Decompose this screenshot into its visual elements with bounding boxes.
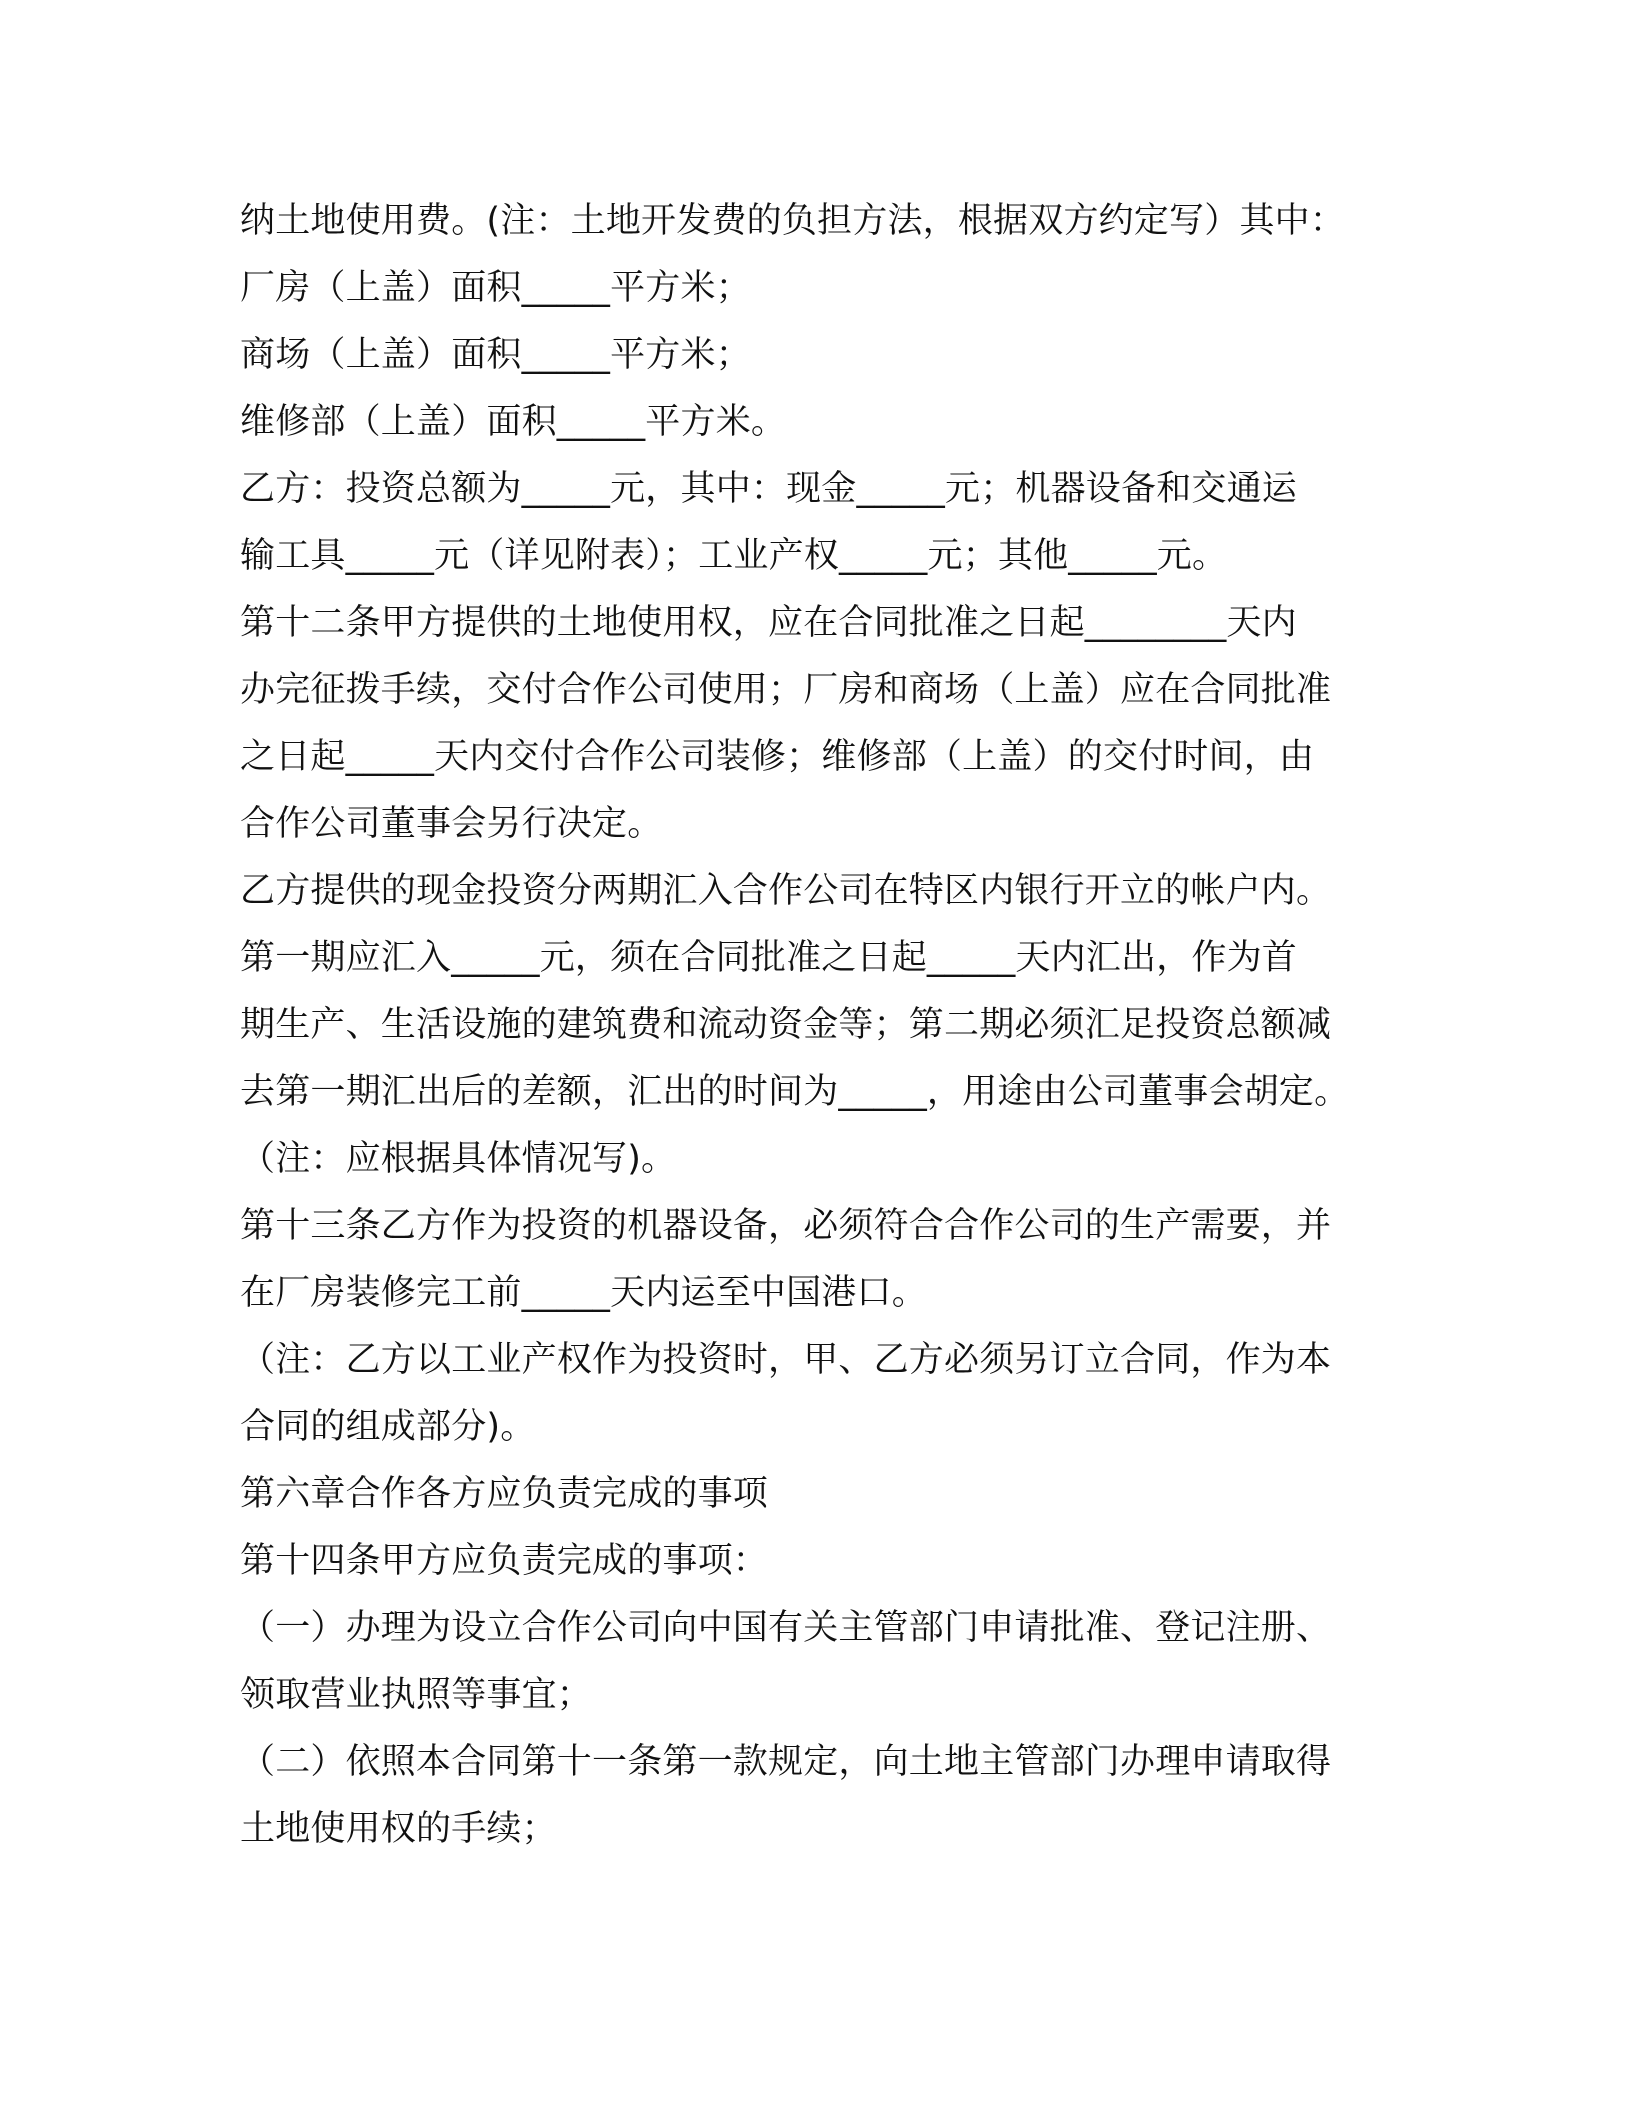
- text-line: 第一期应汇入_____元，须在合同批准之日起_____天内汇出，作为首: [240, 938, 1298, 978]
- text-line: 乙方：投资总额为_____元，其中：现金_____元；机器设备和交通运: [240, 469, 1298, 509]
- text-line: 纳土地使用费。(注：土地开发费的负担方法，根据双方约定写）其中：: [240, 201, 1346, 241]
- text-line: 在厂房装修完工前_____天内运至中国港口。: [240, 1273, 927, 1313]
- text-line: （注：乙方以工业产权作为投资时，甲、乙方必须另订立合同，作为本: [240, 1340, 1332, 1380]
- text-line: 期生产、生活设施的建筑费和流动资金等；第二期必须汇足投资总额减: [240, 1005, 1332, 1045]
- text-line: 商场（上盖）面积_____平方米；: [240, 335, 751, 375]
- text-line: 第十四条甲方应负责完成的事项：: [240, 1541, 769, 1581]
- text-line: 输工具_____元（详见附表）；工业产权_____元；其他_____元。: [240, 536, 1228, 576]
- text-line: 领取营业执照等事宜；: [240, 1675, 593, 1715]
- document-body: [240, 188, 1390, 1863]
- text-line: 合作公司董事会另行决定。: [240, 804, 663, 844]
- text-line: 厂房（上盖）面积_____平方米；: [240, 268, 751, 308]
- text-line: 土地使用权的手续；: [240, 1809, 557, 1849]
- text-line: 维修部（上盖）面积_____平方米。: [240, 402, 787, 442]
- text-line: （一）办理为设立合作公司向中国有关主管部门申请批准、登记注册、: [240, 1608, 1332, 1648]
- text-line: 去第一期汇出后的差额，汇出的时间为_____，用途由公司董事会胡定。: [240, 1072, 1350, 1112]
- text-line: 第十三条乙方作为投资的机器设备，必须符合合作公司的生产需要，并: [240, 1206, 1332, 1246]
- text-line: 办完征拨手续，交付合作公司使用；厂房和商场（上盖）应在合同批准: [240, 670, 1332, 710]
- text-line: 之日起_____天内交付合作公司装修；维修部（上盖）的交付时间，由: [240, 737, 1315, 777]
- text-line: 乙方提供的现金投资分两期汇入合作公司在特区内银行开立的帐户内。: [240, 871, 1332, 911]
- text-line: （注：应根据具体情况写)。: [240, 1139, 677, 1179]
- chapter-heading: 第六章合作各方应负责完成的事项: [240, 1474, 769, 1514]
- text-line: 合同的组成部分)。: [240, 1407, 536, 1447]
- text-line: （二）依照本合同第十一条第一款规定，向土地主管部门办理申请取得: [240, 1742, 1332, 1782]
- text-line: 第十二条甲方提供的土地使用权，应在合同批准之日起________天内: [240, 603, 1297, 643]
